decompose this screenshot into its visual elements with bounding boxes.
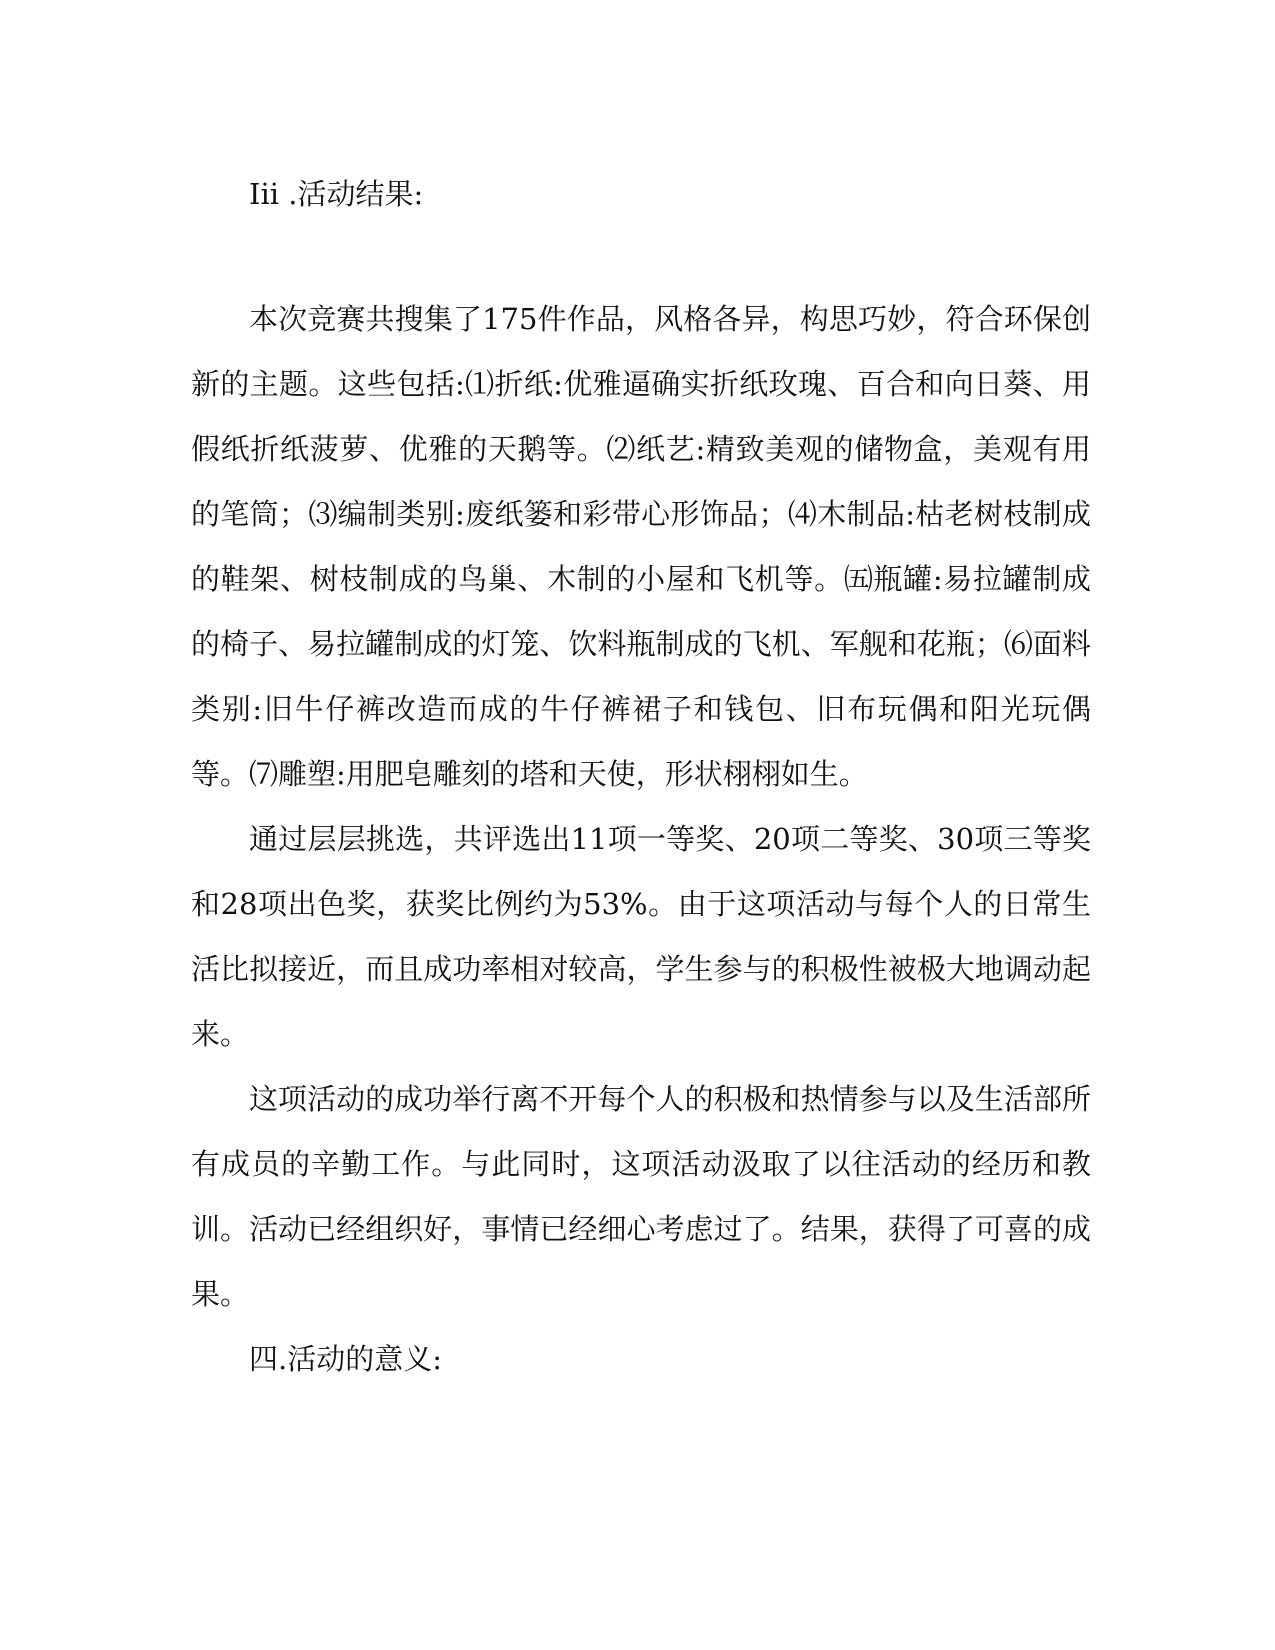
paragraph-awards: 通过层层挑选，共评选出11项一等奖、20项二等奖、30项三等奖和28项出色奖，获奖比例约为53%。由于这项活动与每个人的日常生活比拟接近，而且成功率相对较高，学生参与的积极性被极大地调动起来。 xyxy=(191,822,1091,1051)
document-body xyxy=(191,162,1091,1392)
section-heading-activity-significance: 四.活动的意义: xyxy=(249,1342,442,1376)
paragraph-entries-summary: 本次竞赛共搜集了175件作品，风格各异，构思巧妙，符合环保创新的主题。这些包括:⑴折纸:优雅逼确实折纸玫瑰、百合和向日葵、用假纸折纸菠萝、优雅的天鹅等。⑵纸艺:精致美观的储物盒，美观有用的笔筒；⑶编制类别:废纸篓和彩带心形饰品；⑷木制品:枯老树枝制成的鞋架、树枝制成的鸟巢、木制的小屋和飞机等。㈤瓶罐:易拉罐制成的椅子、易拉罐制成的灯笼、饮料瓶制成的飞机、军舰和花瓶；⑹面料类别:旧牛仔裤改造而成的牛仔裤裙子和钱包、旧布玩偶和阳光玩偶等。⑺雕塑:用肥皂雕刻的塔和天使，形状栩栩如生。 xyxy=(191,302,1091,791)
section-heading-activity-results: Iii .活动结果: xyxy=(249,177,424,211)
paragraph-success-factors: 这项活动的成功举行离不开每个人的积极和热情参与以及生活部所有成员的辛勤工作。与此同时，这项活动汲取了以往活动的经历和教训。活动已经组织好，事情已经细心考虑过了。结果，获得了可喜的成果。 xyxy=(191,1082,1091,1311)
